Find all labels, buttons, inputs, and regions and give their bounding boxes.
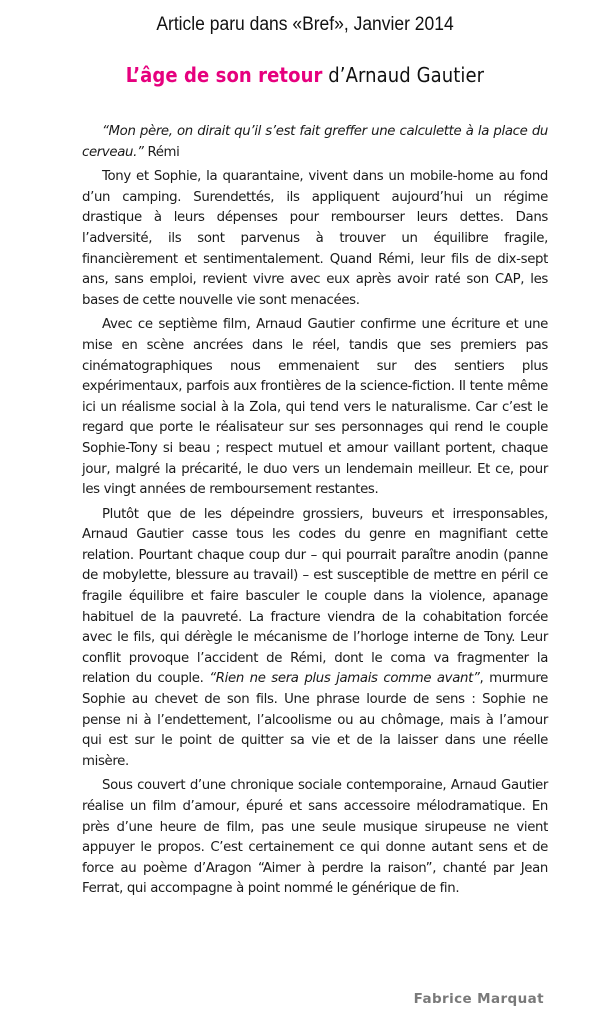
paragraph-relationship — [82, 505, 548, 773]
article-body — [82, 122, 548, 904]
author-signature: Fabrice Marquat — [413, 991, 544, 1007]
publication-line: Article paru dans «Bref», Janvier 2014 — [156, 14, 454, 35]
article-title — [31, 63, 580, 87]
publication-header — [24, 14, 585, 36]
paragraph-synopsis: Tony et Sophie, la quarantaine, vivent dans un mobile-home au fond d’un camping. Surendettés, ils appliquent aujourd’hui un régime drastique à leurs dépenses pour rembourser leurs dettes. Dans l’adversité, ils sont parvenus à trouver un équilibre fragile, financièrement et sentimentalement. Quand Rémi, leur fils de dix-sept ans, sans emploi, revient vivre avec eux après avoir raté son CAP, les bases de cette nouvelle vie sont menacées. — [82, 169, 548, 308]
paragraph-relationship-part1: Plutôt que de les dépeindre grossiers, buveurs et irresponsables, Arnaud Gautier casse tous les codes du genre en magnifiant cette relation. Pourtant chaque coup dur – qui pourrait paraître anodin (panne de mobylette, blessure au travail) – est susceptible de mettre en péril ce fragile équilibre et faire basculer le couple dans la violence, apanage habituel de la pauvreté. La fracture viendra de la cohabitation forcée avec le fils, qui dérègle le mécanisme de l’horloge interne de Tony. Leur conflit provoque l’accident de Rémi, dont le coma va fragmenter la relation du couple. — [82, 506, 548, 687]
inline-quote: “Rien ne sera plus jamais comme avant” — [209, 671, 480, 687]
paragraph-director: Avec ce septième film, Arnaud Gautier confirme une écriture et une mise en scène ancrées dans le réel, tandis que ses premiers pas cinématographiques nous emmenaient sur des sentiers plus expérimentaux, parfois aux frontières de la science-fiction. Il tente même ici un réalisme social à la Zola, qui tend vers le naturalisme. Car c’est le regard que porte le réalisateur sur ses personnages qui rend le couple Sophie-Tony si beau ; respect mutuel et amour vaillant portent, chaque jour, malgré la précarité, le duo vers un lendemain meilleur. Et ce, pour les vingt années de remboursement restantes. — [82, 317, 548, 498]
opening-quote-paragraph — [82, 122, 548, 163]
paragraph-relationship-part2: , murmure Sophie au chevet de son fils. Une phrase lourde de sens : Sophie ne pense ni à l’endettement, l’alcoolisme ou au chômage, mais à l’amour qui est sur le point de quitter sa vie et de la laisser dans une réelle misère. — [82, 671, 548, 769]
quote-attribution: Rémi — [143, 144, 180, 160]
film-title: L’âge de son retour — [125, 63, 323, 87]
director-credit: d’Arnaud Gautier — [322, 63, 485, 87]
paragraph-conclusion: Sous couvert d’une chronique sociale contemporaine, Arnaud Gautier réalise un film d’amour, épuré et sans accessoire mélodramatique. En près d’une heure de film, pas une seule musique sirupeuse ne vient appuyer le propos. C’est certainement ce qui donne autant sens et de force au poème d’Aragon “Aimer à perdre la raison”, chanté par Jean Ferrat, qui accompagne à point nommé le générique de fin. — [82, 778, 548, 897]
opening-quote: “Mon père, on dirait qu’il s’est fait greffer une calculette à la place du cerveau.” — [82, 124, 548, 160]
